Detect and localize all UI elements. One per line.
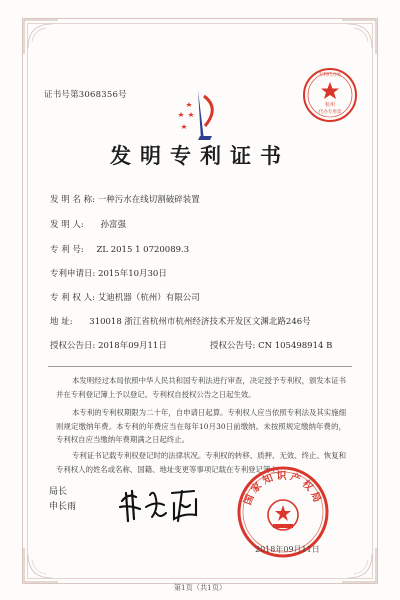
field-label: 授权公告日: [50, 341, 96, 351]
field-value: 一种污水在线切割破碎装置 [97, 195, 200, 205]
field-invention-name [50, 193, 200, 205]
field-label: 专利申请日: [50, 269, 96, 279]
commissioner-name: 申长雨 [49, 502, 77, 512]
field-patent-number [50, 243, 189, 255]
svg-text:国家知识产权局: 国家知识产权局 [242, 470, 324, 507]
corner-ornament-bottom-right [340, 546, 378, 584]
paragraph-register-statement: 专利证书记载专利权登记时的法律状况。专利权的转移、质押、无效、终止、恢复和专利权人的姓名或名称、国籍、地址变更等事项记载在专利登记簿上。 [56, 451, 346, 474]
field-inventor [50, 218, 126, 230]
handwritten-signature [116, 483, 202, 527]
corner-ornament-bottom-left [22, 546, 60, 584]
field-label: 发 明 名 称: [50, 195, 95, 205]
svg-text:杭州: 杭州 [324, 102, 336, 108]
corner-ornament-top-left [22, 18, 60, 56]
agency-seal [301, 66, 359, 124]
patent-office-emblem-icon [170, 86, 226, 146]
seal-date: 2018年09月11日 [255, 545, 320, 554]
divider [48, 366, 352, 367]
certificate-title: 发明专利证书 [110, 143, 290, 168]
commissioner-title: 局长 [49, 487, 68, 497]
field-label: 专 利 权 人: [50, 293, 95, 303]
field-address [50, 315, 311, 327]
page-indicator: 第1页（共1页） [173, 583, 227, 592]
paragraph-grant-statement: 本发明经过本局依照中华人民共和国专利法进行审查，决定授予专利权，颁发本证书并在专利登记簿上予以登记。专利权自授权公告之日起生效。 [56, 376, 346, 399]
field-value: ZL 2015 1 0720089.3 [96, 245, 190, 255]
field-value: 艾迪机器（杭州）有限公司 [97, 293, 200, 303]
field-grant-number [210, 339, 332, 351]
field-label: 专 利 号: [50, 245, 84, 255]
field-label: 授权公告号: [210, 341, 256, 351]
svg-text:专利代办处: 专利代办处 [318, 73, 342, 78]
field-value: 310018 浙江省杭州市杭州经济技术开发区文渊北路246号 [89, 317, 311, 327]
field-grant-date [50, 339, 167, 351]
certificate-number: 证书号第3068356号 [44, 90, 127, 100]
field-value: 孙富强 [100, 220, 126, 230]
corner-ornament-top-right [340, 18, 378, 56]
field-label: 地 址: [50, 317, 73, 327]
field-value: 2015年10月30日 [98, 269, 167, 279]
svg-text:代办专用章: 代办专用章 [318, 110, 342, 115]
field-filing-date [50, 267, 167, 279]
field-value: 2018年09月11日 [98, 341, 167, 351]
paragraph-term-statement: 本专利的专利权期限为二十年，自申请日起算。专利权人应当依照专利法及其实施细则规定缴纳年费。本专利的年费应当在每年10月30日前缴纳。未按照规定缴纳年费的，专利权自应当缴纳年费期满之日起终止。 [56, 408, 346, 445]
field-value: CN 105498914 B [258, 341, 333, 351]
field-patentee [50, 291, 200, 303]
field-label: 发 明 人: [50, 220, 84, 230]
